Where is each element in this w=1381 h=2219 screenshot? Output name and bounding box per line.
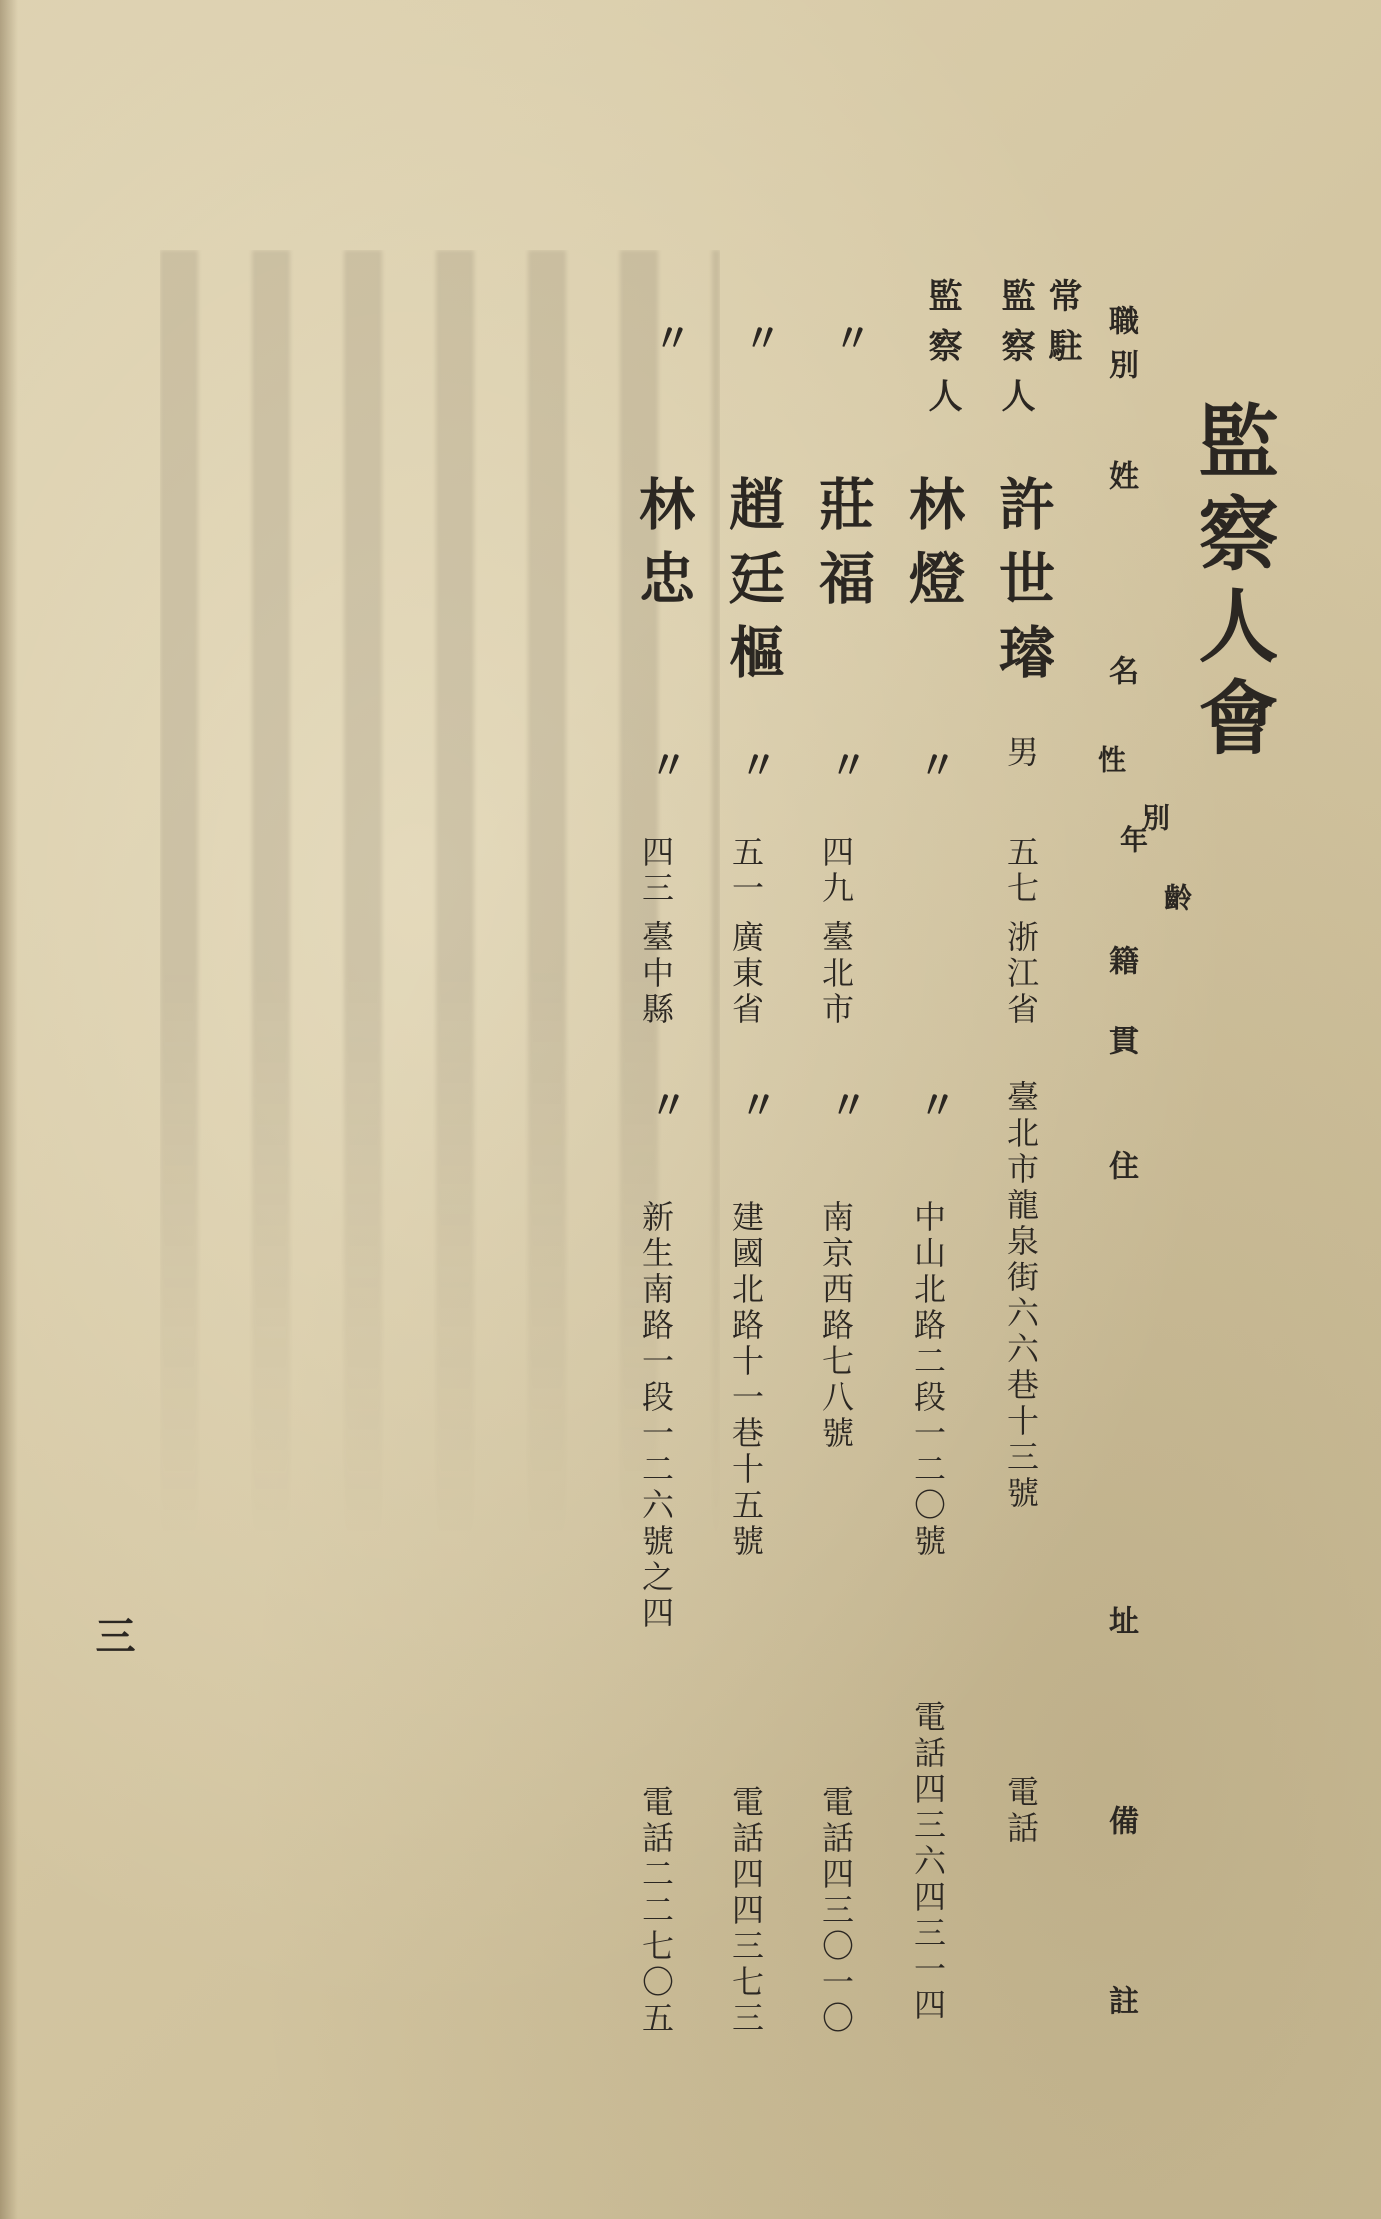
row5-name: 林忠 <box>630 475 696 623</box>
row1-sex: 男 <box>1002 735 1040 767</box>
row3-native: 臺北市 <box>817 920 855 1028</box>
row2-address-ditto: 〃 <box>912 1085 957 1123</box>
header-address-1: 住 <box>1103 1150 1138 1180</box>
row5-age: 四三 <box>637 835 675 907</box>
row4-age: 五一 <box>727 835 765 907</box>
row2-name: 林燈 <box>900 475 966 623</box>
row1-address: 臺北市龍泉街六六巷十三號 <box>1002 1080 1040 1512</box>
header-sex-bottom: 別 <box>1138 803 1171 831</box>
header-remark-1: 備 <box>1103 1805 1138 1835</box>
row4-sex: 〃 <box>733 745 778 783</box>
bleed-through-shadow <box>160 250 720 1550</box>
header-sex-age <box>1090 745 1174 831</box>
row5-address: 新生南路一段一二六號之四 <box>637 1200 675 1632</box>
row3-remark: 電話四三〇一〇 <box>817 1785 855 2037</box>
header-native-2: 貫 <box>1103 1025 1138 1055</box>
row4-name: 趙廷樞 <box>720 475 786 697</box>
row3-sex: 〃 <box>823 745 868 783</box>
row3-address: 南京西路七八號 <box>817 1200 855 1452</box>
header-address-2: 址 <box>1103 1605 1138 1635</box>
header-age-top: 年 <box>1116 825 1149 853</box>
row1-job-left: 監察人 <box>995 278 1035 428</box>
page-title: 監察人會 <box>1185 400 1279 768</box>
row4-address: 建國北路十一巷十五號 <box>727 1200 765 1560</box>
row4-job: 〃 <box>737 318 782 356</box>
page-number: 三 <box>89 1615 136 1655</box>
row1-age: 五七 <box>1002 835 1040 907</box>
row1-native: 浙江省 <box>1002 920 1040 1028</box>
row3-name: 莊福 <box>810 475 876 623</box>
header-name-2: 名 <box>1103 655 1138 685</box>
row4-address-ditto: 〃 <box>733 1085 778 1123</box>
row2-sex: 〃 <box>912 745 957 783</box>
row4-remark: 電話四四三七三 <box>727 1785 765 2037</box>
row5-job: 〃 <box>647 318 692 356</box>
row5-address-ditto: 〃 <box>643 1085 688 1123</box>
row5-remark: 電話二二七〇五 <box>637 1785 675 2037</box>
header-job: 職別 <box>1103 305 1138 393</box>
row4-native: 廣東省 <box>727 920 765 1028</box>
row3-address-ditto: 〃 <box>823 1085 868 1123</box>
row5-native: 臺中縣 <box>637 920 675 1028</box>
row5-sex: 〃 <box>643 745 688 783</box>
row2-job: 監察人 <box>922 278 962 428</box>
row1-remark: 電話 <box>1002 1775 1040 1847</box>
header-age <box>1112 825 1196 911</box>
header-remark-2: 註 <box>1103 1985 1138 2015</box>
header-sex-top: 性 <box>1094 745 1127 773</box>
row2-address: 中山北路二段一二〇號 <box>909 1200 947 1560</box>
row2-remark: 電話四三六四三一四 <box>909 1700 947 2024</box>
row3-job: 〃 <box>827 318 872 356</box>
header-name-1: 姓 <box>1103 460 1138 490</box>
header-age-bottom: 齡 <box>1160 883 1193 911</box>
header-native-1: 籍 <box>1103 945 1138 975</box>
row1-job-right: 常駐 <box>1042 278 1082 378</box>
row3-age: 四九 <box>817 835 855 907</box>
row1-name: 許世璿 <box>990 475 1056 697</box>
